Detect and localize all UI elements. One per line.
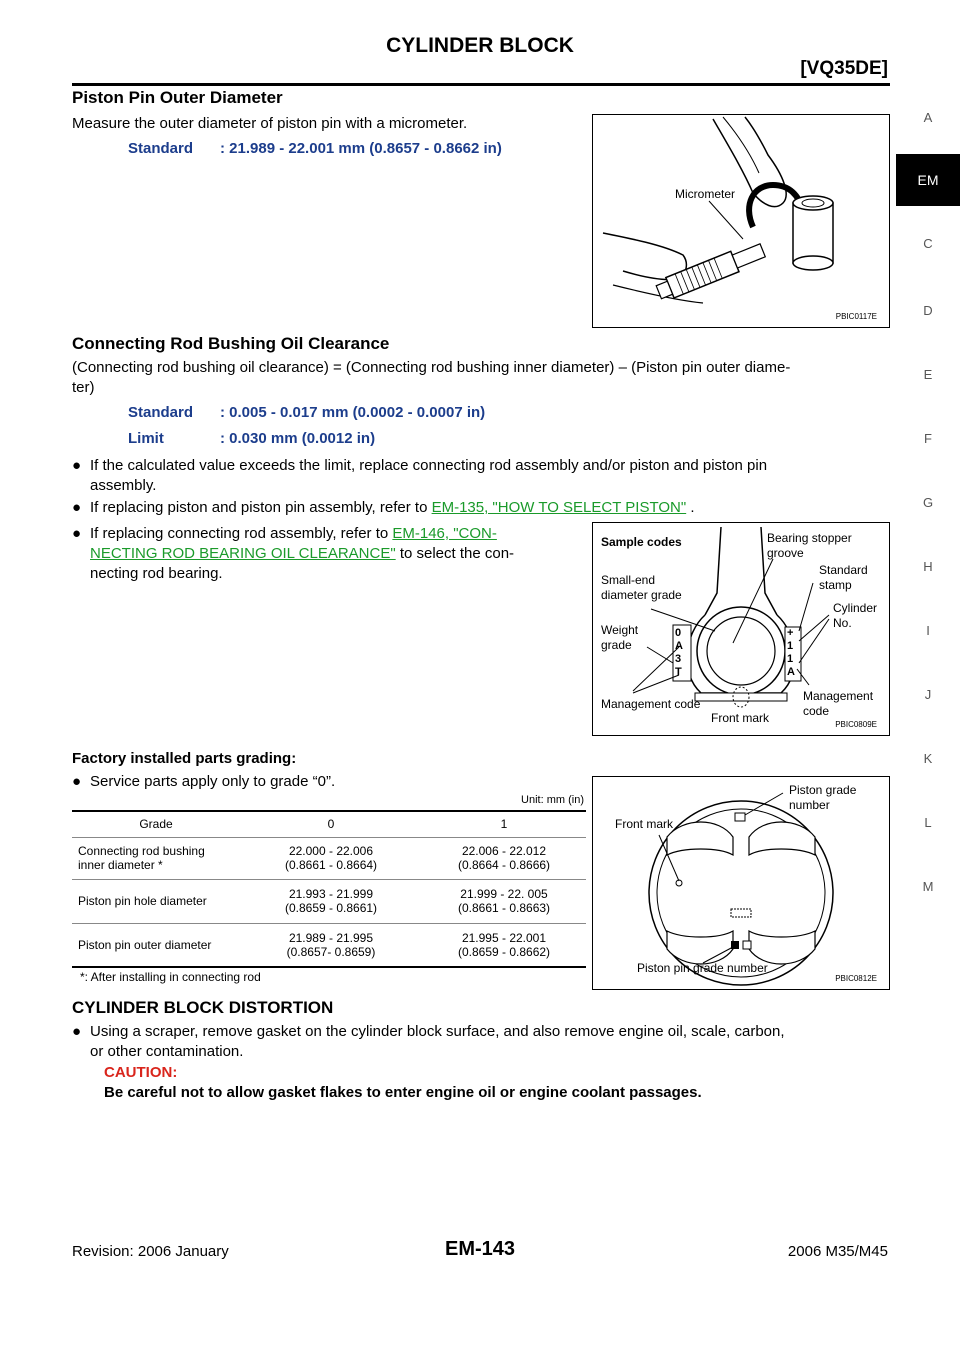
- index-letter-h[interactable]: H: [923, 559, 933, 574]
- header-grade-0: 0: [327, 817, 335, 832]
- table-row: [72, 923, 586, 967]
- figure-code: PBIC0117E: [835, 312, 877, 321]
- piston-pin-instruction: Measure the outer diameter of piston pin with a micrometer.: [72, 115, 468, 132]
- row-label: Connecting rod bushing inner diameter *: [78, 844, 205, 872]
- caution-text: Be careful not to allow gasket flakes to enter engine oil or engine coolant passages.: [104, 1084, 702, 1101]
- piston-front-mark-label: Front mark: [615, 817, 674, 831]
- link-rod-bearing-clearance-cont[interactable]: NECTING ROD BEARING OIL CLEARANCE": [90, 545, 396, 562]
- figure-code: PBIC0809E: [835, 720, 877, 729]
- bullet-icon: ●: [72, 499, 82, 516]
- micrometer-figure: [592, 114, 890, 328]
- model-year: 2006 M35/M45: [787, 1243, 888, 1260]
- clearance-standard-value: : 0.005 - 0.017 mm (0.0002 - 0.0007 in): [220, 404, 486, 421]
- small-end-grade-label: Small-end diameter grade: [601, 573, 682, 602]
- clearance-limit-value: : 0.030 mm (0.0012 in): [220, 430, 376, 447]
- micrometer-label: Micrometer: [675, 187, 736, 201]
- index-letter-a[interactable]: A: [923, 110, 933, 125]
- cell-grade-1: 21.999 - 22. 005 (0.8661 - 0.8663): [457, 887, 551, 915]
- table-footnote: *: After installing in connecting rod: [80, 970, 261, 984]
- index-letter-i[interactable]: I: [926, 623, 930, 638]
- index-letter-f[interactable]: F: [924, 431, 932, 446]
- front-mark-label: Front mark: [711, 711, 770, 725]
- engine-code: [VQ35DE]: [800, 58, 888, 79]
- link-rod-bearing-clearance[interactable]: EM-146, "CON-: [392, 525, 497, 542]
- index-letter-e[interactable]: E: [923, 367, 933, 382]
- index-letter-l[interactable]: L: [924, 815, 932, 830]
- table-header-row: [72, 811, 586, 837]
- clearance-limit-label: Limit: [128, 430, 164, 447]
- bullet-icon: ●: [72, 525, 82, 542]
- link-select-piston[interactable]: EM-135, "HOW TO SELECT PISTON": [431, 499, 687, 516]
- cell-grade-1: 22.006 - 22.012 (0.8664 - 0.8666): [457, 844, 551, 872]
- caution-label: CAUTION:: [104, 1064, 178, 1081]
- weight-grade-label: Weight grade: [601, 623, 639, 652]
- index-letter-g[interactable]: G: [922, 495, 934, 510]
- row-label: Piston pin outer diameter: [78, 937, 212, 952]
- cell-grade-1: 21.995 - 22.001 (0.8659 - 0.8662): [457, 930, 551, 959]
- table-row: [72, 879, 586, 923]
- clearance-formula-line2: ter): [72, 379, 95, 396]
- piston-pin-grade-label: Piston pin grade number: [637, 961, 768, 975]
- piston-grade-label: Piston grade number: [789, 783, 857, 812]
- bearing-stopper-label: Bearing stopper groove: [767, 531, 852, 560]
- index-letter-d[interactable]: D: [923, 303, 933, 318]
- connecting-rod-figure: [592, 522, 890, 736]
- piston-figure: [592, 776, 890, 990]
- section-title-bushing-clearance: Connecting Rod Bushing Oil Clearance: [72, 334, 390, 353]
- index-tab-em[interactable]: EM: [896, 154, 960, 206]
- page-number: EM-143: [444, 1238, 516, 1260]
- list-item: ● If replacing connecting rod assembly, refer to EM-146, "CON- NECTING ROD BEARING OIL CLEARANCE" to select the con- necting rod bearing.: [72, 525, 515, 582]
- list-item: ● If the calculated value exceeds the limit, replace connecting rod assembly and/or piston and piston pin assembly.: [72, 457, 768, 494]
- figure-code: PBIC0812E: [835, 974, 877, 983]
- cell-grade-0: 21.989 - 21.995 (0.8657- 0.8659): [286, 930, 376, 959]
- list-item: ● Service parts apply only to grade “0”.: [72, 773, 336, 790]
- piston-pin-spec-value: : 21.989 - 22.001 mm (0.8657 - 0.8662 in): [220, 140, 502, 157]
- index-letter-c[interactable]: C: [923, 236, 933, 251]
- row-label: Piston pin hole diameter: [78, 894, 207, 908]
- revision-date: Revision: 2006 January: [72, 1243, 229, 1260]
- bullet-icon: ●: [72, 457, 82, 474]
- header-grade-1: 1: [500, 817, 508, 832]
- index-letter-k[interactable]: K: [923, 751, 933, 766]
- piston-pin-spec-label: Standard: [128, 140, 194, 157]
- section-title-piston-pin-od: Piston Pin Outer Diameter: [72, 88, 283, 107]
- stamp-left: 0 A 3 T: [675, 627, 683, 678]
- grading-table-wrap: [72, 810, 586, 968]
- header-grade: Grade: [139, 817, 173, 832]
- stamp-right: + 1 1 A: [787, 627, 795, 678]
- list-item: ● Using a scraper, remove gasket on the cylinder block surface, and also remove engine oil, scale, carbon, or other contamination.: [72, 1023, 785, 1060]
- page-title: CYLINDER BLOCK: [386, 34, 574, 57]
- section-title-block-distortion: CYLINDER BLOCK DISTORTION: [72, 998, 334, 1017]
- list-item: ● If replacing piston and piston pin assembly, refer to EM-135, "HOW TO SELECT PISTON" .: [72, 499, 695, 516]
- bullet-icon: ●: [72, 773, 82, 790]
- clearance-formula-line1: (Connecting rod bushing oil clearance) = (Connecting rod bushing inner diameter) – (Piston pin outer diame-: [72, 359, 791, 376]
- index-letter-j[interactable]: J: [924, 687, 932, 702]
- cell-grade-0: 21.993 - 21.999 (0.8659 - 0.8661): [284, 887, 378, 915]
- grading-heading: Factory installed parts grading:: [72, 750, 297, 767]
- cell-grade-0: 22.000 - 22.006 (0.8661 - 0.8664): [284, 844, 378, 872]
- cylinder-no-label: Cylinder No.: [833, 601, 878, 630]
- standard-stamp-label: Standard stamp: [819, 563, 868, 592]
- management-code-right-label: Management code: [803, 689, 874, 718]
- header-rule: [72, 83, 890, 86]
- clearance-standard-label: Standard: [128, 404, 194, 421]
- micrometer-illustration: [593, 115, 889, 327]
- index-letter-m[interactable]: M: [922, 879, 934, 894]
- sample-codes-label: Sample codes: [601, 535, 682, 549]
- table-row: [72, 837, 586, 879]
- management-code-left-label: Management code: [601, 697, 701, 711]
- bullet-icon: ●: [72, 1023, 82, 1040]
- grading-table: [72, 810, 586, 968]
- unit-label: Unit: mm (in): [521, 794, 584, 806]
